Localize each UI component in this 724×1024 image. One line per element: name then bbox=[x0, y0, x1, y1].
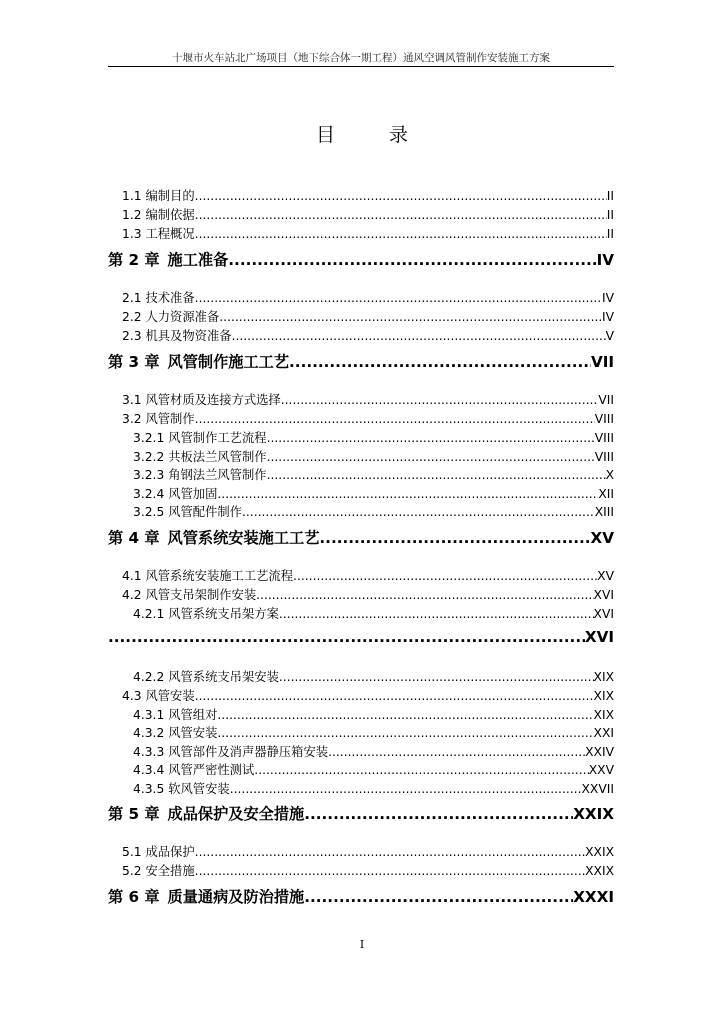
toc-page-number: V bbox=[605, 329, 614, 343]
toc-entry-label: 3.2.1 风管制作工艺流程 bbox=[133, 431, 267, 445]
toc-page-number: II bbox=[606, 208, 614, 222]
toc-entry-label: 质量通病及防治措施 bbox=[167, 888, 305, 906]
toc-entry[interactable] bbox=[108, 861, 614, 880]
toc-entry-label: 3.2.2 共板法兰风管制作 bbox=[133, 449, 267, 464]
toc-page-number: X bbox=[605, 468, 614, 482]
toc-entry[interactable] bbox=[108, 390, 614, 409]
toc-entry-label: 2.2 人力资源准备 bbox=[122, 310, 220, 324]
toc-entry-label: 4.2.2 风管系统支吊架安装 bbox=[133, 670, 279, 684]
toc-leader-dots bbox=[108, 628, 585, 646]
toc-chapter-entry[interactable] bbox=[108, 886, 614, 912]
toc-page-number: XXXI bbox=[573, 888, 614, 906]
toc-entry[interactable] bbox=[108, 205, 614, 224]
toc-entry-label: 1.1 编制目的 bbox=[122, 189, 195, 203]
toc-page-number: XXIV bbox=[585, 744, 614, 759]
toc-chapter-number: 第 6 章 bbox=[108, 888, 160, 906]
toc-page-number: XVI bbox=[593, 587, 614, 602]
toc-entry[interactable] bbox=[108, 779, 614, 798]
toc-page-number: XXVII bbox=[581, 781, 614, 796]
toc-page-number: VII bbox=[590, 353, 614, 371]
toc-entry[interactable] bbox=[108, 604, 614, 623]
toc-entry-label: 2.3 机具及物资准备 bbox=[122, 329, 232, 343]
toc-leader-dots bbox=[230, 782, 582, 796]
toc-page-number: XVI bbox=[584, 628, 614, 646]
toc-leader-dots bbox=[195, 845, 585, 859]
toc-page-number: XXI bbox=[593, 726, 614, 740]
toc-leader-dots bbox=[281, 393, 599, 407]
toc-leader-dots bbox=[195, 291, 602, 305]
toc-page-number: IV bbox=[601, 291, 614, 305]
toc-leader-dots bbox=[232, 329, 606, 343]
toc-entry-label: 3.1 风管材质及连接方式选择 bbox=[122, 393, 281, 407]
toc-page-number: II bbox=[606, 227, 614, 241]
header-rule bbox=[108, 66, 614, 67]
toc-entry-label: 1.2 编制依据 bbox=[122, 208, 195, 222]
toc-leader-dots bbox=[195, 864, 585, 878]
toc-page-number: XIX bbox=[593, 688, 614, 703]
toc-leader-dots bbox=[217, 708, 593, 722]
toc-entry[interactable] bbox=[108, 723, 614, 742]
toc-leader-dots bbox=[242, 505, 595, 519]
toc-entry[interactable] bbox=[108, 326, 614, 345]
toc-entry-label: 3.2 风管制作 bbox=[122, 412, 195, 426]
toc-chapter-number: 第 4 章 bbox=[108, 528, 160, 547]
toc-leader-dots bbox=[289, 353, 591, 371]
toc-page-number: VIII bbox=[594, 431, 614, 445]
toc-entry[interactable] bbox=[108, 667, 614, 686]
toc-entry-label: 风管系统安装施工工艺 bbox=[167, 528, 320, 547]
toc-entry-label: 1.3 工程概况 bbox=[122, 227, 195, 241]
toc-leader-dots bbox=[254, 763, 588, 777]
toc-entry[interactable] bbox=[108, 484, 614, 503]
toc-page-number: XV bbox=[597, 568, 614, 583]
toc-entry[interactable] bbox=[108, 585, 614, 604]
toc-leader-dots bbox=[293, 569, 597, 583]
toc-page-number: XXV bbox=[588, 763, 614, 777]
toc-entry[interactable] bbox=[108, 307, 614, 326]
toc-leader-dots bbox=[195, 227, 607, 241]
toc-leader-dots bbox=[279, 607, 594, 621]
page-number: I bbox=[359, 938, 365, 951]
toc-entry-label: 3.2.4 风管加固 bbox=[133, 486, 218, 501]
toc-entry-label: 4.2 风管支吊架制作安装 bbox=[122, 587, 257, 602]
toc-page-number: VII bbox=[598, 393, 614, 407]
toc-leader-dots bbox=[228, 251, 596, 269]
toc-chapter-entry[interactable] bbox=[108, 249, 614, 275]
toc-entry-label: 风管制作施工工艺 bbox=[167, 353, 290, 371]
toc-page-number: IV bbox=[601, 310, 614, 324]
toc-leader-dots bbox=[195, 689, 594, 703]
toc-page-number: XIX bbox=[593, 707, 614, 722]
toc-entry-label: 5.1 成品保护 bbox=[122, 845, 195, 859]
toc-entry-label: 4.2.1 风管系统支吊架方案 bbox=[133, 606, 279, 621]
toc-entry[interactable] bbox=[108, 409, 614, 428]
toc-page-number: XVI bbox=[593, 606, 614, 621]
toc-entry[interactable] bbox=[108, 705, 614, 724]
toc-entry-label: 4.3.4 风管严密性测试 bbox=[133, 763, 255, 777]
toc-page-number: XXIX bbox=[585, 845, 614, 859]
toc-entry[interactable] bbox=[108, 288, 614, 307]
toc-chapter-entry[interactable] bbox=[108, 527, 614, 553]
toc-entry-label: 4.3.2 风管安装 bbox=[133, 726, 218, 740]
toc-entry[interactable] bbox=[108, 186, 614, 205]
toc-page-number: IV bbox=[596, 251, 614, 269]
toc-leader-dots bbox=[267, 431, 595, 445]
toc-entry-label: 4.3.1 风管组对 bbox=[133, 707, 218, 722]
toc-page-number: XIII bbox=[594, 505, 614, 519]
toc-page-number: XII bbox=[598, 486, 614, 501]
toc-entry-label: 施工准备 bbox=[167, 251, 229, 269]
toc-leader-dots bbox=[304, 805, 573, 823]
toc-entry-label: 2.1 技术准备 bbox=[122, 291, 195, 305]
toc-chapter-entry[interactable] bbox=[108, 351, 614, 377]
toc-entry[interactable] bbox=[108, 566, 614, 585]
toc-entry[interactable] bbox=[108, 428, 614, 447]
toc-leader-dots bbox=[195, 189, 607, 203]
toc-leader-dots bbox=[195, 208, 607, 222]
toc-page-number: II bbox=[606, 189, 614, 203]
toc-leader-dots bbox=[319, 529, 590, 547]
toc-entry[interactable] bbox=[108, 224, 614, 243]
toc-leader-dots bbox=[267, 450, 595, 464]
toc-entry[interactable] bbox=[108, 502, 614, 521]
toc-entry-label: 4.1 风管系统安装施工工艺流程 bbox=[122, 568, 294, 583]
toc-chapter-number: 第 3 章 bbox=[108, 353, 160, 371]
toc-leader-dots bbox=[219, 310, 602, 324]
toc-page-number: XXIX bbox=[585, 864, 614, 878]
toc-page-number: XV bbox=[590, 528, 614, 547]
toc-entry-label: 成品保护及安全措施 bbox=[167, 805, 305, 823]
toc-entry-label: 5.2 安全措施 bbox=[122, 864, 195, 878]
toc-entry-label: 4.3.3 风管部件及消声器静压箱安装 bbox=[133, 744, 329, 759]
toc-entry[interactable] bbox=[108, 742, 614, 761]
toc-leader-dots bbox=[217, 487, 598, 501]
toc-entry[interactable] bbox=[108, 842, 614, 861]
toc-leader-dots bbox=[267, 468, 606, 482]
toc-chapter-number: 第 5 章 bbox=[108, 805, 160, 823]
toc-chapter-entry[interactable] bbox=[108, 803, 614, 829]
toc-entry-label: 4.3.5 软风管安装 bbox=[133, 781, 230, 796]
toc-leader-dots bbox=[328, 745, 585, 759]
toc-page-number: XIX bbox=[593, 670, 614, 684]
page-header: 十堰市火车站北广场项目（地下综合体一期工程）通风空调风管制作安装施工方案 bbox=[172, 52, 550, 64]
toc-leader-dots bbox=[279, 670, 594, 684]
toc-leader-dots bbox=[256, 588, 593, 602]
toc-entry[interactable] bbox=[108, 447, 614, 466]
toc-entry[interactable] bbox=[108, 465, 614, 484]
toc-entry-label: 3.2.3 角钢法兰风管制作 bbox=[133, 468, 267, 482]
toc-chapter-number: 第 2 章 bbox=[108, 251, 160, 269]
toc-entry[interactable] bbox=[108, 760, 614, 779]
toc-entry-label: 4.3 风管安装 bbox=[122, 688, 195, 703]
table-of-contents bbox=[108, 186, 614, 925]
toc-entry-label: 3.2.5 风管配件制作 bbox=[133, 505, 242, 519]
toc-leader-dots bbox=[217, 726, 593, 740]
toc-leader-dots bbox=[195, 412, 595, 426]
toc-page-number: VIII bbox=[594, 449, 614, 464]
toc-chapter-entry[interactable] bbox=[108, 628, 614, 654]
toc-entry[interactable] bbox=[108, 686, 614, 705]
toc-leader-dots bbox=[304, 888, 573, 906]
toc-page-number: VIII bbox=[594, 412, 614, 426]
page-title: 目 录 bbox=[315, 124, 433, 146]
toc-page-number: XXIX bbox=[573, 805, 614, 823]
